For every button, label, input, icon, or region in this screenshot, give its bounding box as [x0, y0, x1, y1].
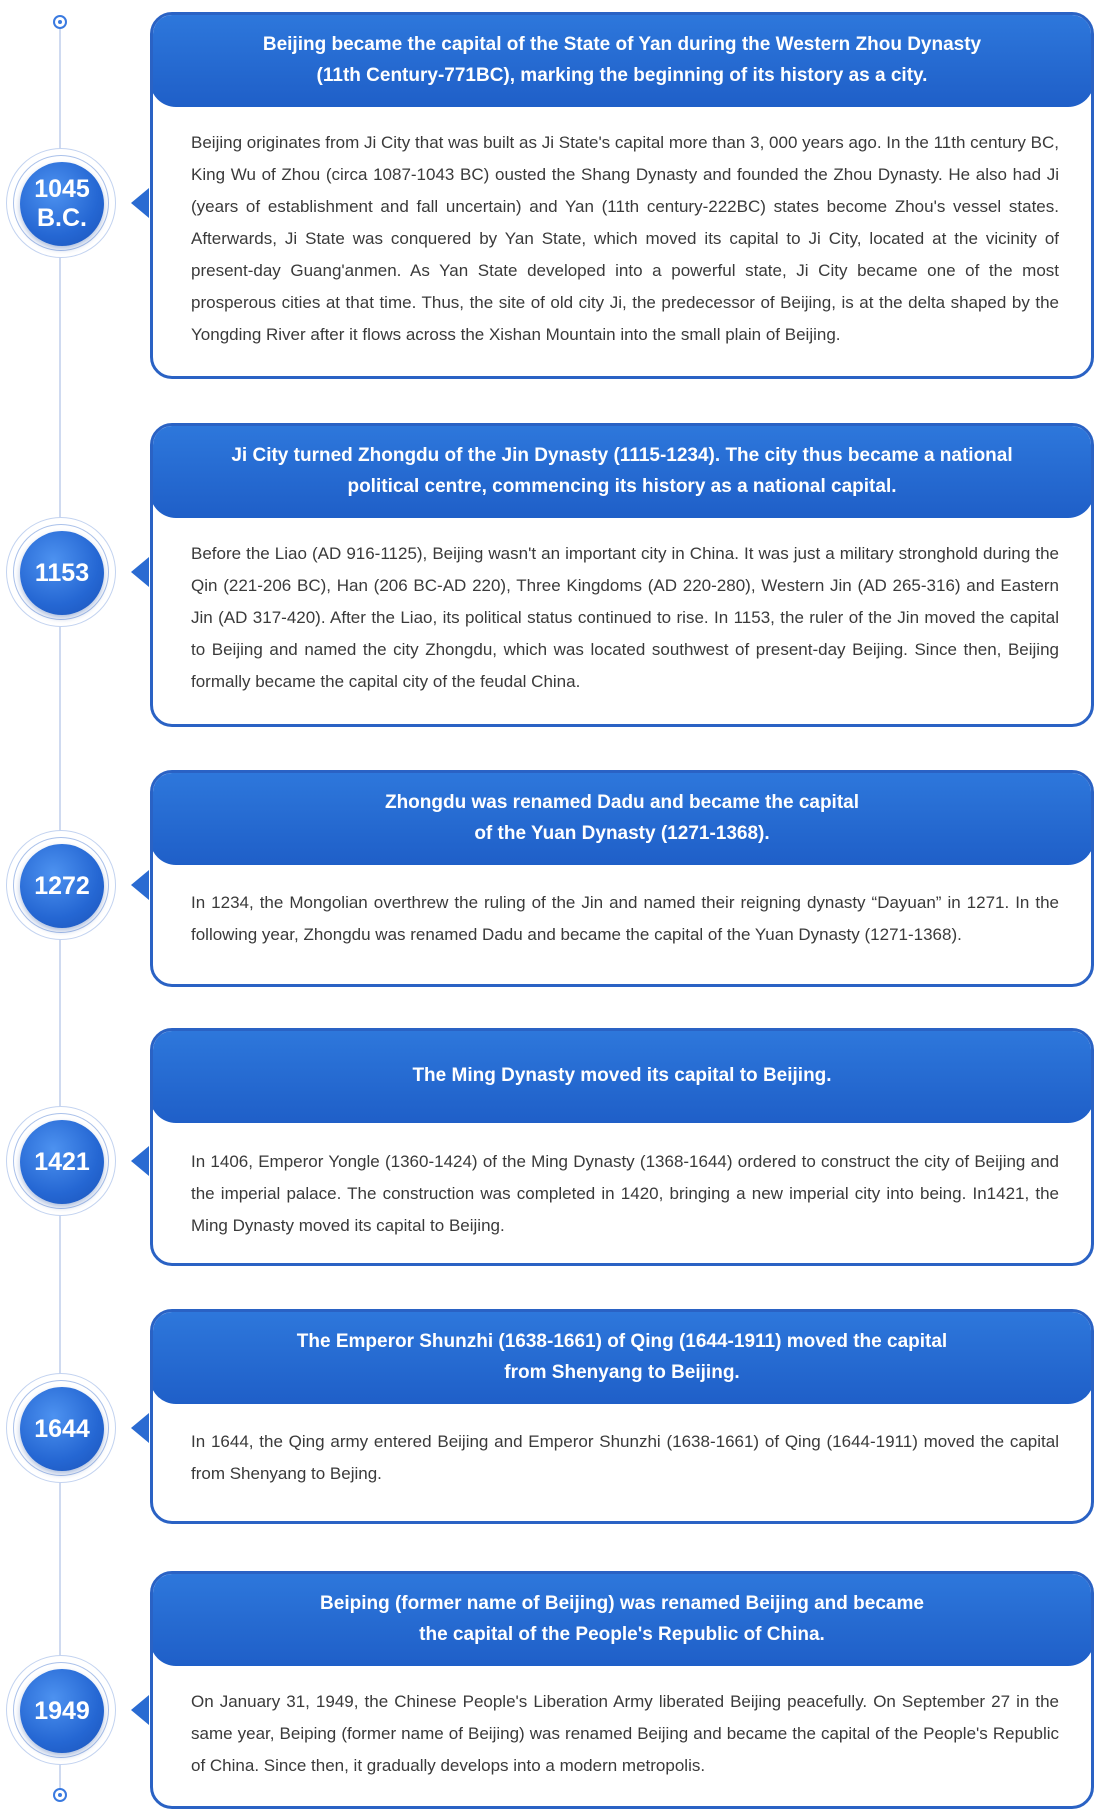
- event-description: Before the Liao (AD 916-1125), Beijing wasn't an important city in China. It was just a military stronghold during the Qin (221-206 BC), Han (206 BC-AD 220), Three Kingdoms (AD 220-280), Western Jin (AD 265-316) and Eastern Jin (AD 317-420). After the Liao, its political status continued to rise. In 1153, the ruler of the Jin moved the capital to Beijing and named the city Zhongdu, which was located southwest of present-day Beijing. Since then, Beijing formally became the capital city of the feudal China.: [191, 544, 1059, 691]
- year-badge: [6, 1106, 116, 1216]
- headline-line: Ji City turned Zhongdu of the Jin Dynasty (1115-1234). The city thus became a national: [231, 444, 1013, 466]
- event-description: In 1644, the Qing army entered Beijing and Emperor Shunzhi (1638-1661) of Qing (1644-1911) moved the capital from Shenyang to Bejing.: [191, 1432, 1059, 1483]
- year-badge: [6, 830, 116, 940]
- event-description: In 1406, Emperor Yongle (1360-1424) of the Ming Dynasty (1368-1644) ordered to construct the city of Beijing and the imperial palace. The construction was completed in 1420, bringing a new imperial city into being. In1421, the Ming Dynasty moved its capital to Beijing.: [191, 1152, 1059, 1235]
- event-card: [150, 1309, 1094, 1524]
- event-headline: [150, 770, 1094, 865]
- year-label: 1045 B.C.: [20, 162, 104, 246]
- year-label: 1272: [20, 844, 104, 928]
- event-description: In 1234, the Mongolian overthrew the ruling of the Jin and named their reigning dynasty “Dayuan” in 1271. In the following year, Zhongdu was renamed Dadu and became the capital of the Yuan Dynasty (1271-1368).: [191, 893, 1059, 944]
- event-card: [150, 770, 1094, 987]
- event-card: [150, 423, 1094, 727]
- timeline-end-dot-icon: [53, 1788, 67, 1802]
- pointer-arrow-icon: [131, 1146, 149, 1176]
- event-headline: [150, 423, 1094, 518]
- headline-line: of the Yuan Dynasty (1271-1368).: [474, 822, 770, 844]
- year-label: 1949: [20, 1669, 104, 1753]
- pointer-arrow-icon: [131, 1413, 149, 1443]
- event-description: Beijing originates from Ji City that was built as Ji State's capital more than 3, 000 years ago. In the 11th century BC, King Wu of Zhou (circa 1087-1043 BC) ousted the Shang Dynasty and founded the Zhou Dynasty. He also had Ji (years of establishment and fall uncertain) and Yan (11th century-222BC) states become Zhou's vessel states. Afterwards, Ji State was conquered by Yan State, which moved its capital to Ji City, located at the vicinity of present-day Guang'anmen. As Yan State developed into a powerful state, Ji City became one of the most prosperous cities at that time. Thus, the site of old city Ji, the predecessor of Beijing, is at the delta shaped by the Yongding River after it flows across the Xishan Mountain into the small plain of Beijing.: [191, 133, 1059, 344]
- timeline-start-dot-icon: [53, 15, 67, 29]
- pointer-arrow-icon: [131, 870, 149, 900]
- headline-line: (11th Century-771BC), marking the beginning of its history as a city.: [316, 64, 928, 86]
- event-headline: [150, 1028, 1094, 1123]
- headline-line: The Ming Dynasty moved its capital to Beijing.: [412, 1065, 832, 1086]
- event-card: [150, 1028, 1094, 1266]
- headline-line: the capital of the People's Republic of China.: [419, 1623, 825, 1645]
- year-badge: [6, 1655, 116, 1765]
- pointer-arrow-icon: [131, 1695, 149, 1725]
- event-card: [150, 12, 1094, 379]
- year-badge: [6, 1373, 116, 1483]
- event-headline: [150, 12, 1094, 107]
- headline-line: political centre, commencing its history as a national capital.: [347, 475, 897, 497]
- headline-line: from Shenyang to Beijing.: [504, 1361, 740, 1383]
- pointer-arrow-icon: [131, 557, 149, 587]
- event-headline: [150, 1571, 1094, 1666]
- headline-line: The Emperor Shunzhi (1638-1661) of Qing (1644-1911) moved the capital: [296, 1330, 948, 1352]
- year-badge: [6, 517, 116, 627]
- year-badge: [6, 148, 116, 258]
- event-description: On January 31, 1949, the Chinese People's Liberation Army liberated Beijing peacefully. On September 27 in the same year, Beiping (former name of Beijing) was renamed Beijing and became the capital of the People's Republic of China. Since then, it gradually develops into a modern metropolis.: [191, 1692, 1059, 1775]
- headline-line: Zhongdu was renamed Dadu and became the capital: [384, 791, 860, 813]
- event-headline: [150, 1309, 1094, 1404]
- headline-line: Beijing became the capital of the State of Yan during the Western Zhou Dynasty: [262, 33, 982, 55]
- headline-line: Beiping (former name of Beijing) was renamed Beijing and became: [320, 1592, 924, 1614]
- year-label: 1644: [20, 1387, 104, 1471]
- pointer-arrow-icon: [131, 188, 149, 218]
- event-card: [150, 1571, 1094, 1809]
- year-label: 1153: [20, 531, 104, 615]
- year-label: 1421: [20, 1120, 104, 1204]
